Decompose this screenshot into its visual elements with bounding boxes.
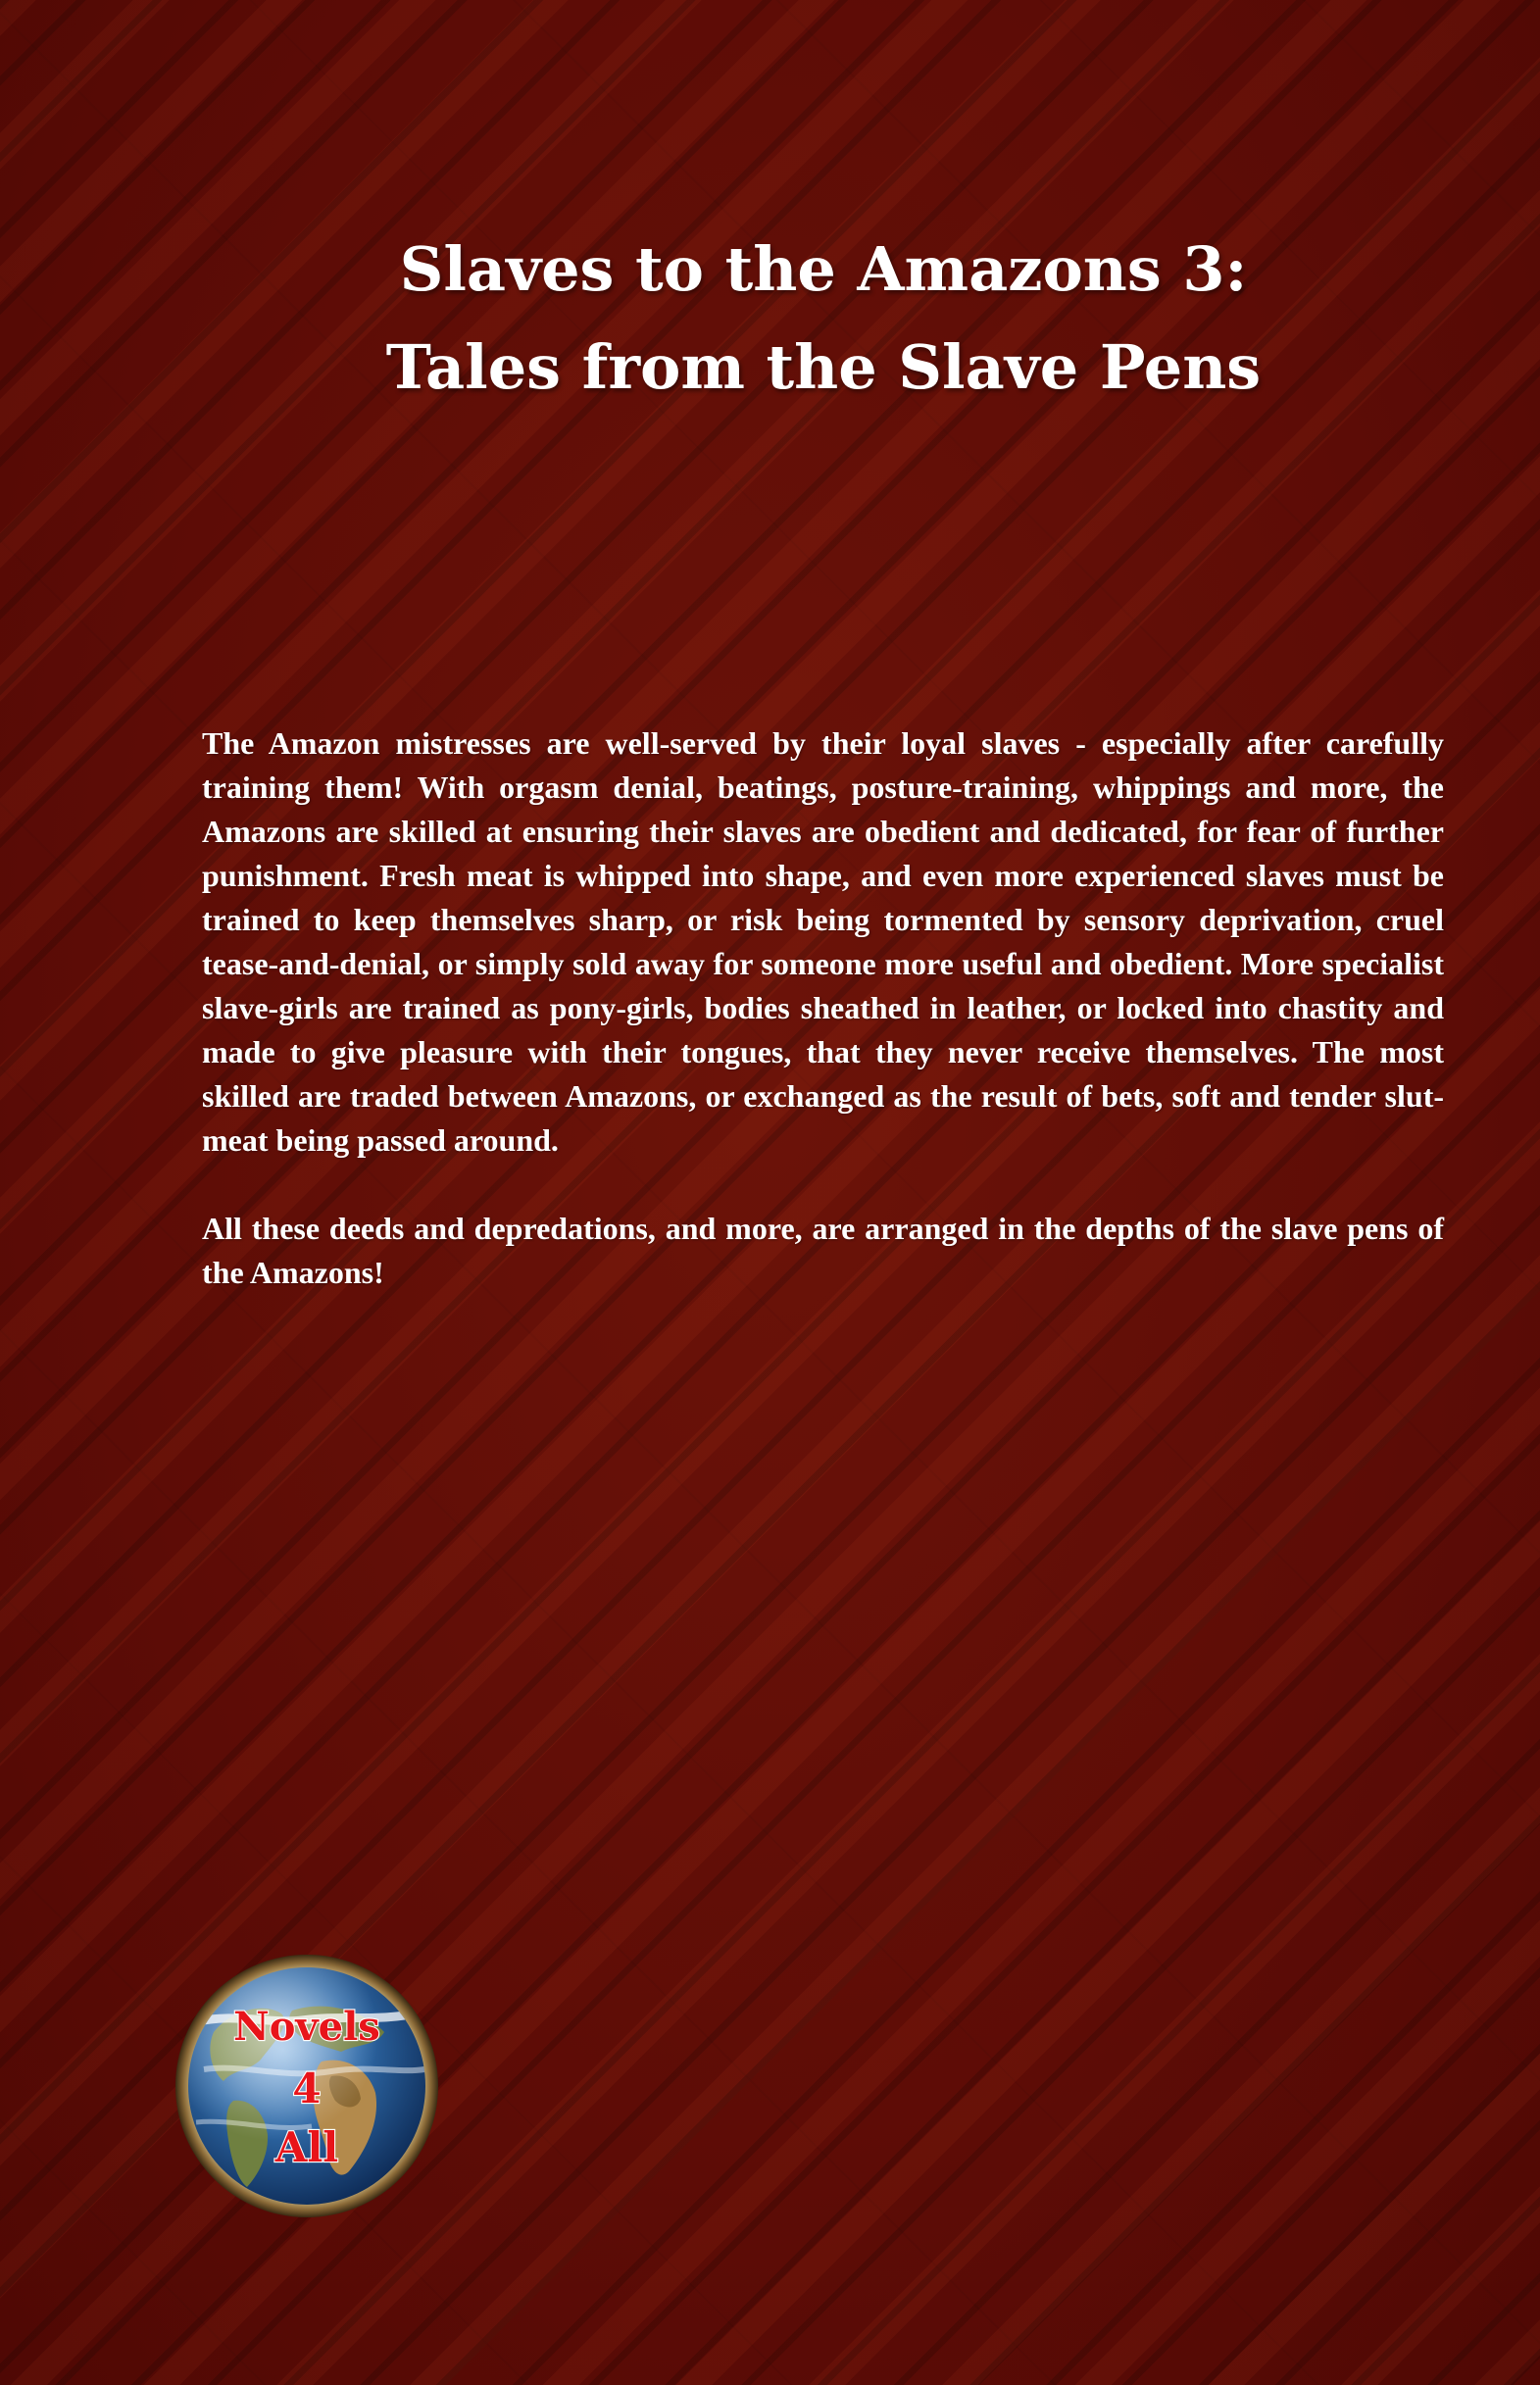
globe-icon xyxy=(174,1954,439,2218)
blurb xyxy=(202,721,1444,1295)
logo-word-4: 4 xyxy=(292,2064,322,2112)
title-line-1: Slaves to the Amazons 3: xyxy=(399,233,1248,305)
title-line-2: Tales from the Slave Pens xyxy=(385,331,1262,403)
logo-word-all: All xyxy=(274,2123,339,2171)
blurb-paragraph-1: The Amazon mistresses are well-served by their loyal slaves - especially after carefully training them! With orgasm denial, beatings, posture-training, whippings and more, the Amazons are skilled at ensuring their slaves are obedient and dedicated, for fear of further punishment. Fresh meat is whipped into shape, and even more experienced slaves must be trained to keep themselves sharp, or risk being tormented by sensory deprivation, cruel tease-and-denial, or simply sold away for someone more useful and obedient. More specialist slave-girls are trained as pony-girls, bodies sheathed in leather, or locked into chastity and made to give pleasure with their tongues, that they never receive themselves. The most skilled are traded between Amazons, or exchanged as the result of bets, soft and tender slut-meat being passed around. xyxy=(202,725,1444,1158)
publisher-logo xyxy=(174,1954,439,2218)
book-title xyxy=(196,221,1451,417)
logo-word-novels: Novels xyxy=(233,2004,380,2050)
blurb-paragraph-2: All these deeds and depredations, and more, are arranged in the depths of the slave pens of the Amazons! xyxy=(202,1211,1444,1290)
